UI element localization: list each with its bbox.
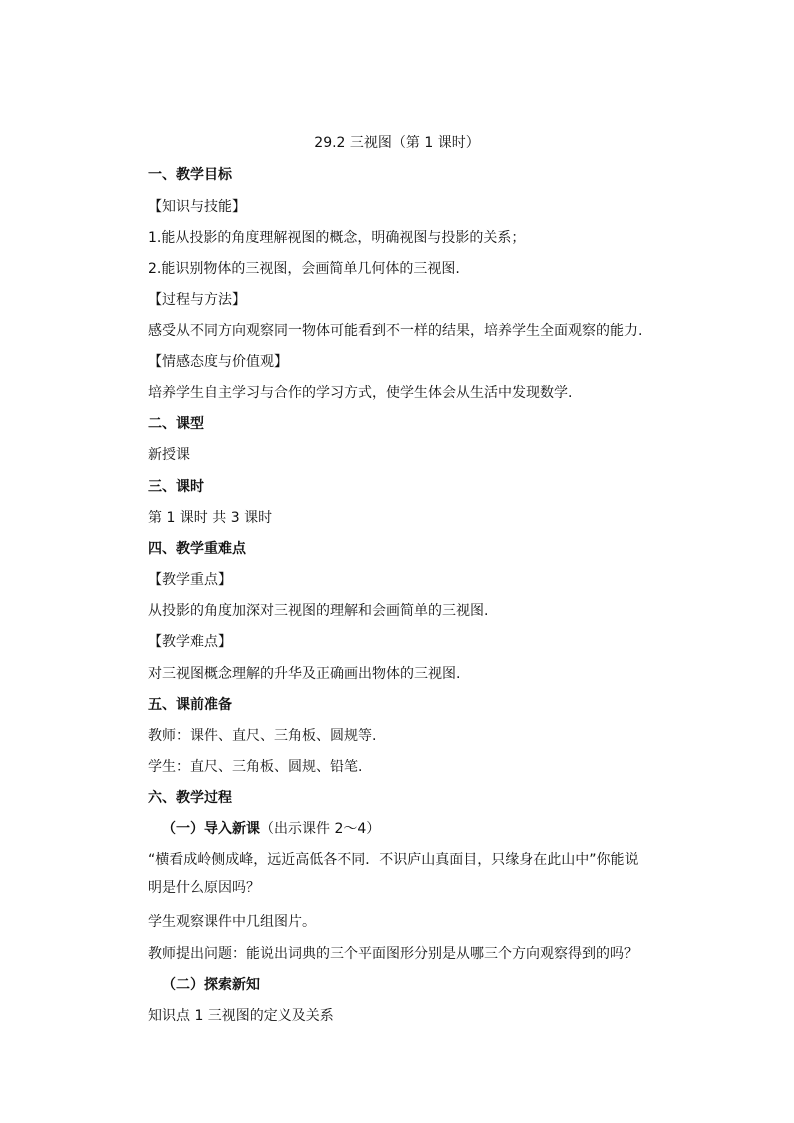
difficult-points-text: 对三视图概念理解的升华及正确画出物体的三视图. bbox=[148, 666, 461, 682]
student-preparation: 学生：直尺、三角板、圆规、铅笔. bbox=[148, 759, 363, 775]
section-heading-lesson-type: 二、课型 bbox=[148, 416, 204, 432]
student-observe-text: 学生观察课件中几组图片。 bbox=[148, 914, 316, 930]
key-points-label: 【教学重点】 bbox=[148, 572, 232, 588]
poem-quote-paragraph: “横看成岭侧成峰，远近高低各不同．不识庐山真面目，只缘身在此山中”你能说明是什么原因吗？ bbox=[148, 852, 639, 896]
section-heading-preparation: 五、课前准备 bbox=[148, 697, 232, 713]
knowledge-skills-label: 【知识与技能】 bbox=[148, 199, 246, 215]
process-method-label: 【过程与方法】 bbox=[148, 292, 246, 308]
section-heading-teaching-process: 六、教学过程 bbox=[148, 790, 232, 806]
part1-label: （一）导入新课 bbox=[162, 821, 260, 837]
process-method-text: 感受从不同方向观察同一物体可能看到不一样的结果，培养学生全面观察的能力. bbox=[148, 323, 643, 339]
section-heading-periods: 三、课时 bbox=[148, 479, 204, 495]
part1-note: （出示课件 2～4） bbox=[260, 821, 381, 837]
difficult-points-label: 【教学难点】 bbox=[148, 634, 232, 650]
periods-text: 第 1 课时 共 3 课时 bbox=[148, 510, 273, 526]
knowledge-item-2: 2.能识别物体的三视图，会画简单几何体的三视图. bbox=[148, 261, 460, 277]
knowledge-point-1: 知识点 1 三视图的定义及关系 bbox=[148, 1008, 334, 1024]
emotion-values-text: 培养学生自主学习与合作的学习方式，使学生体会从生活中发现数学. bbox=[148, 385, 573, 401]
part2-heading: （二）探索新知 bbox=[162, 977, 260, 993]
teacher-question-text: 教师提出问题：能说出词典的三个平面图形分别是从哪三个方向观察得到的吗？ bbox=[148, 946, 638, 962]
part1-heading bbox=[162, 819, 380, 839]
section-heading-key-difficult: 四、教学重难点 bbox=[148, 541, 246, 557]
teacher-preparation: 教师：课件、直尺、三角板、圆规等. bbox=[148, 728, 377, 744]
document-title: 29.2 三视图（第 1 课时） bbox=[314, 135, 480, 151]
lesson-type-text: 新授课 bbox=[148, 447, 190, 463]
emotion-values-label: 【情感态度与价值观】 bbox=[148, 354, 288, 370]
section-heading-objectives: 一、教学目标 bbox=[148, 167, 232, 183]
knowledge-item-1: 1.能从投影的角度理解视图的概念，明确视图与投影的关系； bbox=[148, 230, 526, 246]
key-points-text: 从投影的角度加深对三视图的理解和会画简单的三视图. bbox=[148, 603, 489, 619]
